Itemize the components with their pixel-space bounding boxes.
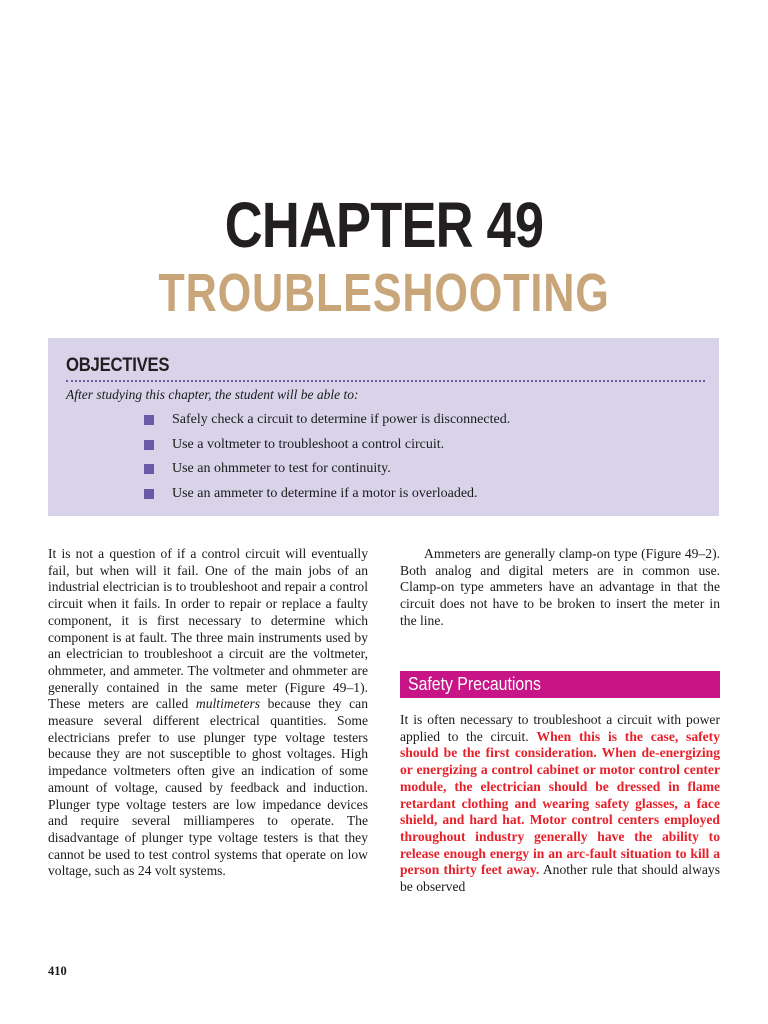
intro-text-part1: It is not a question of if a control circuit will eventually fail, but when will it fail. One of the main jobs of an industrial electrician is to troubleshoot and repair a control circuit when it fails. In order to repair or replace a faulty component, it is first necessary to determine which component is at fault. The three main instruments used by an electrician to troubleshoot a circuit are the voltmeter, ohmmeter, and ammeter. The voltmeter and ohmmeter are generally contained in the same meter (Figure 49–1). These meters are called [48, 546, 368, 712]
ammeters-paragraph: Ammeters are generally clamp-on type (Figure 49–2). Both analog and digital meters are in common use. Clamp-on type ammeters have an advantage in that the circuit does not have to be broken to insert the meter in the line. [400, 546, 720, 628]
objective-text: Use a voltmeter to troubleshoot a control circuit. [172, 436, 445, 452]
objectives-divider [66, 380, 705, 382]
multimeters-term: multimeters [195, 696, 261, 712]
page-number: 410 [48, 964, 67, 978]
square-bullet-icon [144, 415, 154, 425]
section-heading: Safety Precautions [408, 674, 541, 694]
objective-item [144, 461, 510, 486]
intro-paragraph [48, 546, 368, 880]
chapter-title: TROUBLESHOOTING [158, 263, 610, 323]
section-heading-bar [400, 671, 720, 698]
objectives-box [48, 338, 719, 516]
objectives-heading: OBJECTIVES [66, 355, 170, 376]
square-bullet-icon [144, 440, 154, 450]
objectives-intro: After studying this chapter, the student will be able to: [66, 387, 359, 402]
objective-text: Use an ammeter to determine if a motor is overloaded. [172, 485, 478, 501]
chapter-number: CHAPTER 49 [224, 189, 544, 261]
objective-text: Use an ohmmeter to test for continuity. [172, 461, 391, 476]
safety-warning: When this is the case, safety should be the first consideration. When de-energizing or energizing a control cabinet or motor control center module, the electrician should be dressed in flame retardant clothing and wearing safety glasses, a face shield, and hard hat. Motor control centers employed throughout industry generally have the ability to release enough energy in an arc-fault situation to kill a person thirty feet away. [400, 728, 721, 878]
square-bullet-icon [144, 489, 154, 499]
objective-text: Safely check a circuit to determine if power is disconnected. [172, 412, 511, 427]
safety-text-part1: It is often necessary to troubleshoot a circuit with power applied to the circuit. [400, 712, 720, 744]
objective-item [144, 412, 510, 437]
objectives-list [144, 412, 510, 510]
objective-item [144, 486, 510, 511]
objective-item [144, 437, 510, 462]
safety-text-part2: Another rule that should always be observed [400, 862, 721, 895]
intro-text-part2: because they can measure several different electrical quantities. Some electricians prefer to use plunger type voltage testers because they are not susceptible to ghost voltages. High impedance voltmeters often give an indication of some amount of voltage, caused by feedback and induction. Plunger type voltage testers are low impedance devices and require several milliamperes to operate. The disadvantage of plunger type voltage testers is that they cannot be used to test control systems that operate on low voltage, such as 24 volt systems. [48, 696, 368, 879]
square-bullet-icon [144, 464, 154, 474]
safety-paragraph [400, 712, 720, 896]
